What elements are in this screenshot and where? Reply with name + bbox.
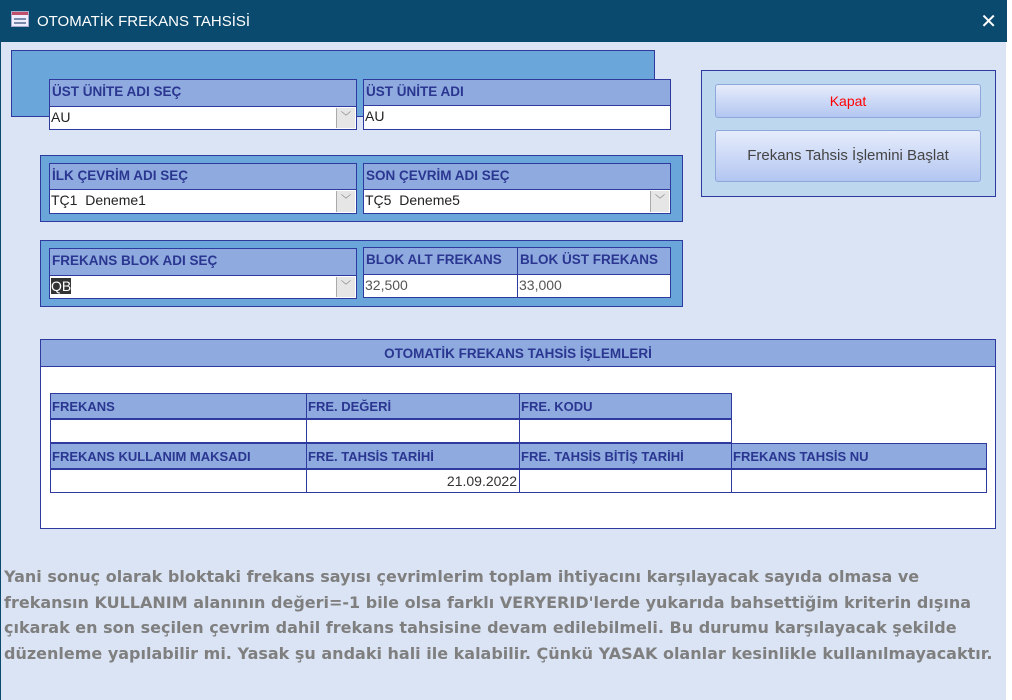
- last-cevrim-value: TÇ5 Deneme5: [365, 192, 460, 208]
- tahsis-nu-field[interactable]: [731, 469, 987, 493]
- blok-select-value: QB: [51, 278, 72, 294]
- last-cevrim-select[interactable]: [363, 189, 671, 214]
- first-cevrim-value: TÇ1 Deneme1: [51, 192, 146, 208]
- section-title: OTOMATİK FREKANS TAHSİS İŞLEMLERİ: [41, 340, 995, 367]
- close-button[interactable]: Kapat: [715, 84, 981, 118]
- tahsis-bitis-tarihi-field[interactable]: [519, 469, 732, 493]
- ust-unite-select-value: AU: [51, 109, 71, 125]
- title-bar: [1, 0, 1007, 42]
- ust-unite-name-label: ÜST ÜNİTE ADI: [363, 79, 671, 106]
- frekans-field[interactable]: [50, 419, 307, 443]
- blok-select-label: FREKANS BLOK ADI SEÇ: [49, 248, 357, 276]
- close-icon[interactable]: ✕: [980, 11, 997, 33]
- header-tahsis-bitis-tarihi: FRE. TAHSİS BİTİŞ TARİHİ: [519, 443, 732, 469]
- blok-select[interactable]: [49, 275, 357, 299]
- note-text: Yani sonuç olarak bloktaki frekans sayısı çevrimlerim toplam ihtiyacını karşılayacak sayıda olmasa ve frekansın KULLANIM alanının değeri=-1 bile olsa farklı VERYERID'lerde yukarıda bahsettiğim kriterin dışına çıkarak en son seçilen çevrim dahil frekans tahsisine devam edilebilmeli. Bu durumu karşılayacak şekilde düzenleme yapılabilir mi. Yasak şu andaki hali ile kalabilir. Çünkü YASAK olanlar kesinlikle kullanılmayacaktır.: [4, 567, 993, 663]
- kullanim-maksadi-field[interactable]: [50, 469, 307, 493]
- start-allocation-button[interactable]: Frekans Tahsis İşlemini Başlat: [715, 130, 981, 182]
- header-tahsis-tarihi: FRE. TAHSİS TARİHİ: [306, 443, 520, 469]
- ust-unite-name-field[interactable]: AU: [363, 105, 671, 130]
- first-cevrim-label: İLK ÇEVRİM ADI SEÇ: [49, 163, 357, 190]
- header-kullanim-maksadi: FREKANS KULLANIM MAKSADI: [50, 443, 307, 469]
- header-frekans: FREKANS: [50, 393, 307, 419]
- action-panel: [701, 70, 996, 197]
- chevron-down-icon[interactable]: ﹀: [650, 191, 669, 212]
- first-cevrim-select[interactable]: [49, 189, 357, 214]
- chevron-down-icon[interactable]: ﹀: [336, 277, 355, 297]
- last-cevrim-label: SON ÇEVRİM ADI SEÇ: [363, 163, 671, 190]
- chevron-down-icon[interactable]: ﹀: [336, 191, 355, 212]
- header-fre-kodu: FRE. KODU: [519, 393, 732, 419]
- form-icon: [11, 11, 29, 27]
- tahsis-tarihi-field[interactable]: 21.09.2022: [306, 469, 520, 493]
- ust-unite-select-label: ÜST ÜNİTE ADI SEÇ: [49, 79, 357, 107]
- blok-ust-label: BLOK ÜST FREKANS: [517, 247, 671, 275]
- header-fre-degeri: FRE. DEĞERİ: [306, 393, 520, 419]
- chevron-down-icon[interactable]: ﹀: [336, 108, 355, 128]
- blok-ust-field[interactable]: 33,000: [517, 274, 671, 298]
- fre-kodu-field[interactable]: [519, 419, 732, 443]
- ust-unite-select[interactable]: [49, 106, 357, 130]
- header-tahsis-nu: FREKANS TAHSİS NU: [731, 443, 987, 469]
- window-title: OTOMATİK FREKANS TAHSİSİ: [37, 13, 251, 30]
- blok-alt-label: BLOK ALT FREKANS: [363, 247, 518, 275]
- allocation-section: [40, 339, 996, 529]
- blok-alt-field[interactable]: 32,500: [363, 274, 518, 298]
- fre-degeri-field[interactable]: [306, 419, 520, 443]
